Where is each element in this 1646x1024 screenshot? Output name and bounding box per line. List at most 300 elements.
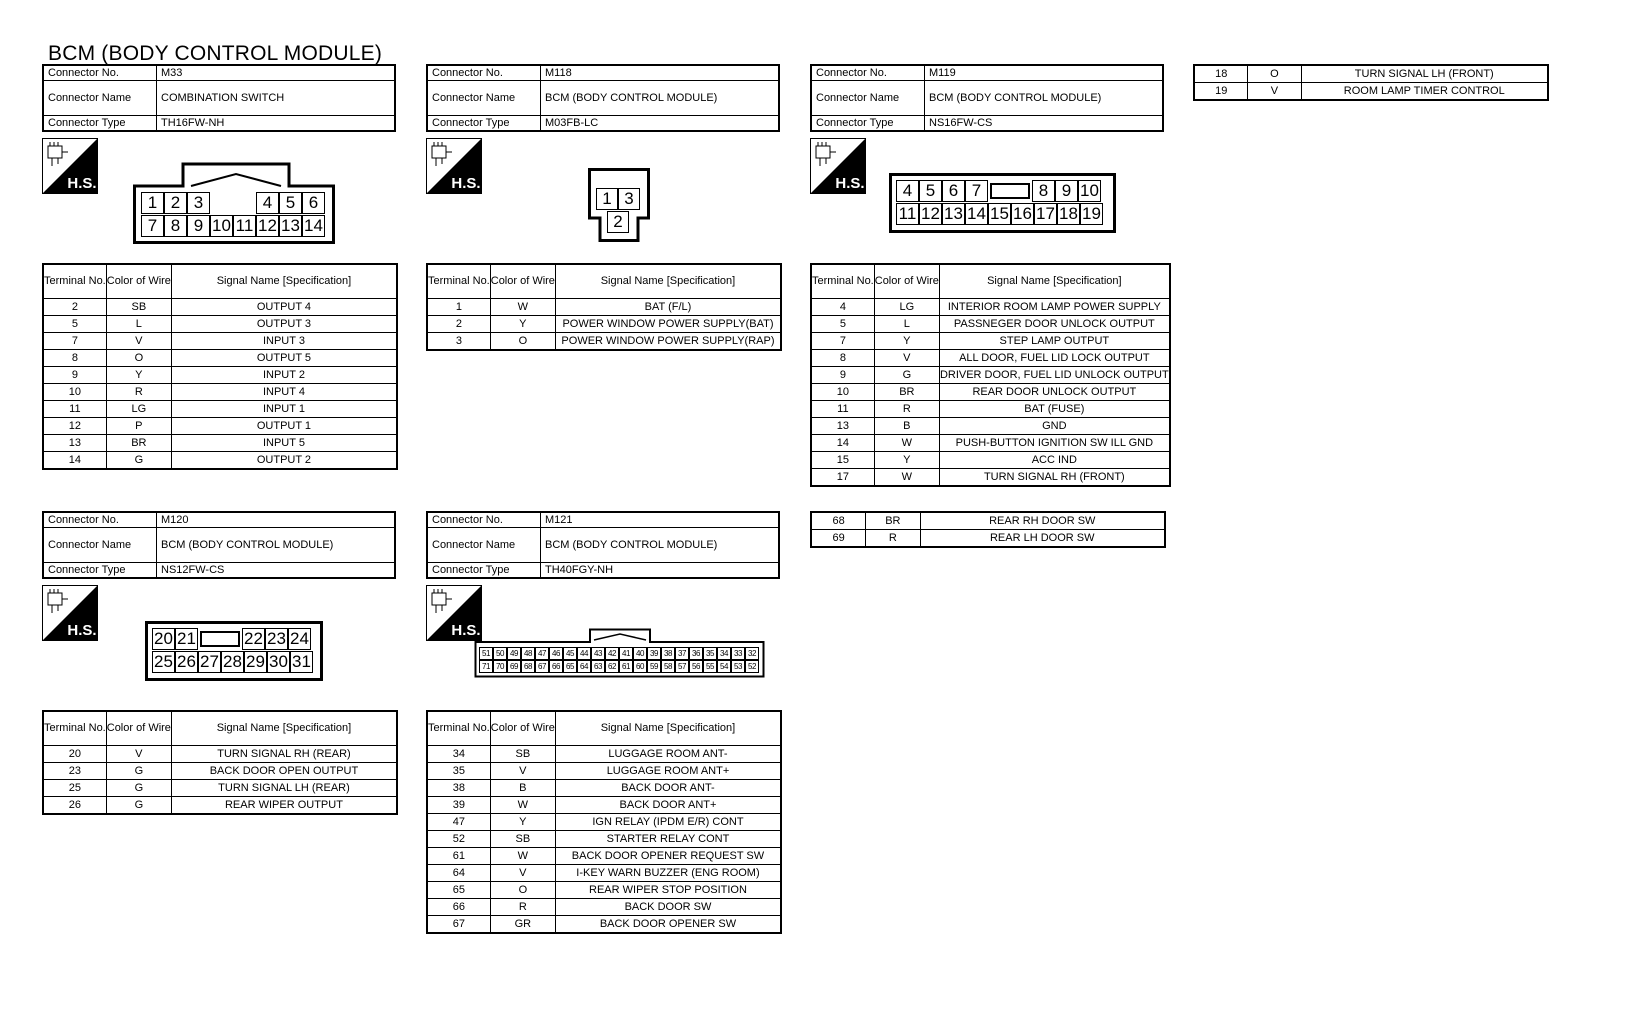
connector-name-value: BCM (BODY CONTROL MODULE) [541,528,780,563]
connector-pin: 35 [703,647,717,660]
connector-type-label: Connector Type [427,116,541,132]
connector-pin: 4 [256,192,279,214]
wire-color-cell: V [874,350,939,367]
connector-pin: 52 [745,660,759,673]
connector-pin: 39 [647,647,661,660]
table-row [427,865,781,882]
connector-no-label: Connector No. [427,512,541,528]
table-row [811,367,1170,384]
connector-pin: 3 [618,188,640,210]
signal-name-cell: REAR WIPER STOP POSITION [555,882,781,899]
connector-info-m33 [42,64,396,132]
terminal-table-m121-continued [810,511,1166,548]
connector-diagram-m33 [133,162,335,244]
connector-info-m118 [426,64,780,132]
wire-color-cell: BR [106,435,171,452]
terminal-no-cell: 13 [811,418,874,435]
table-row [811,512,1165,530]
wire-color-cell: O [106,350,171,367]
signal-name-cell: REAR LH DOOR SW [920,530,1165,548]
connector-no-value: M119 [925,65,1164,81]
connector-no-label: Connector No. [427,65,541,81]
table-row [811,401,1170,418]
connector-pin: 2 [164,192,187,214]
terminal-no-cell: 3 [427,333,490,351]
terminal-table-m33 [42,263,398,470]
connector-type-value: TH40FGY-NH [541,563,780,579]
terminal-no-cell: 66 [427,899,490,916]
table-row [43,435,397,452]
terminal-no-cell: 1 [427,299,490,316]
connector-pin: 66 [549,660,563,673]
terminal-no-cell: 61 [427,848,490,865]
connector-pin: 13 [279,215,302,237]
connector-pin: 55 [703,660,717,673]
wire-color-cell: B [874,418,939,435]
signal-name-cell: INPUT 2 [171,367,397,384]
wire-color-cell: B [490,780,555,797]
connector-pin: 50 [493,647,507,660]
wire-color-cell: GR [490,916,555,934]
table-row [427,916,781,934]
connector-type-label: Connector Type [43,563,157,579]
terminal-no-cell: 8 [43,350,106,367]
signal-name-header: Signal Name [Specification] [171,711,397,746]
wire-color-cell: BR [874,384,939,401]
terminal-no-cell: 5 [811,316,874,333]
connector-pin: 70 [493,660,507,673]
color-of-wire-header: Color of Wire [874,264,939,299]
wire-color-cell: G [106,780,171,797]
signal-name-cell: DRIVER DOOR, FUEL LID UNLOCK OUTPUT [939,367,1169,384]
signal-name-header: Signal Name [Specification] [171,264,397,299]
terminal-no-header: Terminal No. [427,264,490,299]
signal-name-cell: PUSH-BUTTON IGNITION SW ILL GND [939,435,1169,452]
connector-pin: 10 [210,215,233,237]
signal-name-cell: OUTPUT 5 [171,350,397,367]
terminal-no-cell: 67 [427,916,490,934]
wire-color-cell: W [490,797,555,814]
wire-color-cell: L [874,316,939,333]
connector-no-value: M33 [157,65,396,81]
table-row [43,384,397,401]
wire-color-cell: P [106,418,171,435]
signal-name-cell: BACK DOOR ANT- [555,780,781,797]
connector-type-value: NS12FW-CS [157,563,396,579]
signal-name-cell: ROOM LAMP TIMER CONTROL [1301,83,1548,101]
connector-pin: 21 [175,628,198,650]
connector-pin: 5 [919,180,942,202]
connector-pin: 32 [745,647,759,660]
terminal-no-header: Terminal No. [43,264,106,299]
connector-type-label: Connector Type [427,563,541,579]
connector-pin: 41 [619,647,633,660]
wire-color-cell: LG [106,401,171,418]
table-row [43,367,397,384]
terminal-table-m121 [426,710,782,934]
connector-name-label: Connector Name [427,81,541,116]
signal-name-cell: REAR RH DOOR SW [920,512,1165,530]
signal-name-cell: BACK DOOR OPEN OUTPUT [171,763,397,780]
color-of-wire-header: Color of Wire [106,264,171,299]
table-row [43,763,397,780]
wire-color-cell: O [1248,65,1301,83]
wire-color-cell: V [106,746,171,763]
table-row [811,299,1170,316]
table-row [43,333,397,350]
wire-color-cell: V [106,333,171,350]
wire-color-cell: Y [874,333,939,350]
table-row [427,899,781,916]
signal-name-cell: PASSNEGER DOOR UNLOCK OUTPUT [939,316,1169,333]
connector-pin: 46 [549,647,563,660]
terminal-no-cell: 25 [43,780,106,797]
connector-key-slot [198,628,242,650]
harness-side-icon [42,138,98,194]
table-row [427,316,781,333]
connector-pin: 13 [942,203,965,225]
wire-color-cell: G [874,367,939,384]
signal-name-cell: INPUT 4 [171,384,397,401]
wire-color-cell: BR [866,512,920,530]
terminal-no-cell: 64 [427,865,490,882]
connector-pin: 28 [221,651,244,673]
connector-pin: 51 [479,647,493,660]
connector-name-label: Connector Name [427,528,541,563]
connector-pin: 6 [302,192,325,214]
connector-no-label: Connector No. [43,65,157,81]
terminal-no-cell: 10 [811,384,874,401]
connector-pin: 15 [988,203,1011,225]
terminal-no-cell: 9 [811,367,874,384]
connector-name-value: BCM (BODY CONTROL MODULE) [925,81,1164,116]
connector-pin: 64 [577,660,591,673]
connector-pin: 22 [242,628,265,650]
terminal-no-header: Terminal No. [811,264,874,299]
connector-pin: 18 [1057,203,1080,225]
wire-color-cell: G [106,763,171,780]
signal-name-cell: OUTPUT 4 [171,299,397,316]
signal-name-cell: INPUT 1 [171,401,397,418]
signal-name-cell: REAR WIPER OUTPUT [171,797,397,815]
connector-pin: 3 [187,192,210,214]
connector-name-value: BCM (BODY CONTROL MODULE) [157,528,396,563]
wire-color-cell: W [490,848,555,865]
connector-pin: 8 [1032,180,1055,202]
connector-pin: 61 [619,660,633,673]
table-row [43,401,397,418]
terminal-no-cell: 39 [427,797,490,814]
table-row [43,418,397,435]
signal-name-cell: BAT (F/L) [555,299,781,316]
wire-color-cell: V [1248,83,1301,101]
connector-info-m120 [42,511,396,579]
connector-pin: 12 [919,203,942,225]
connector-pin: 10 [1078,180,1101,202]
connector-key-slot [988,180,1032,202]
table-row [427,333,781,351]
signal-name-cell: LUGGAGE ROOM ANT+ [555,763,781,780]
table-row [43,350,397,367]
connector-pin: 9 [1055,180,1078,202]
terminal-no-cell: 11 [811,401,874,418]
connector-no-label: Connector No. [811,65,925,81]
connector-pin: 4 [896,180,919,202]
connector-pin: 7 [965,180,988,202]
connector-pin: 56 [689,660,703,673]
connector-type-label: Connector Type [811,116,925,132]
connector-diagram-m121 [474,628,765,678]
connector-pin: 20 [152,628,175,650]
signal-name-cell: BACK DOOR OPENER SW [555,916,781,934]
connector-pin: 54 [717,660,731,673]
terminal-table-m120 [42,710,398,815]
terminal-no-header: Terminal No. [43,711,106,746]
wire-color-cell: G [106,452,171,470]
terminal-no-cell: 34 [427,746,490,763]
connector-pin: 19 [1080,203,1103,225]
table-row [427,299,781,316]
connector-name-label: Connector Name [43,528,157,563]
table-row [1194,65,1548,83]
terminal-no-cell: 14 [811,435,874,452]
signal-name-cell: LUGGAGE ROOM ANT- [555,746,781,763]
wire-color-cell: R [490,899,555,916]
wire-color-cell: O [490,333,555,351]
terminal-no-cell: 15 [811,452,874,469]
connector-no-label: Connector No. [43,512,157,528]
connector-pin: 14 [302,215,325,237]
connector-pin: 7 [141,215,164,237]
connector-pin: 17 [1034,203,1057,225]
connector-pin: 27 [198,651,221,673]
signal-name-cell: OUTPUT 2 [171,452,397,470]
terminal-no-cell: 13 [43,435,106,452]
terminal-no-cell: 19 [1194,83,1248,101]
connector-pin: 24 [288,628,311,650]
terminal-no-cell: 17 [811,469,874,487]
page-title: BCM (BODY CONTROL MODULE) [48,42,383,65]
connector-pin: 68 [521,660,535,673]
connector-info-m119 [810,64,1164,132]
connector-pin: 14 [965,203,988,225]
signal-name-cell: TURN SIGNAL RH (REAR) [171,746,397,763]
signal-name-cell: I-KEY WARN BUZZER (ENG ROOM) [555,865,781,882]
terminal-table-m119-continued [1193,64,1549,101]
connector-pin: 57 [675,660,689,673]
connector-pin: 45 [563,647,577,660]
signal-name-cell: STARTER RELAY CONT [555,831,781,848]
terminal-no-cell: 7 [43,333,106,350]
connector-diagram-m120 [145,621,323,681]
terminal-no-cell: 26 [43,797,106,815]
connector-name-label: Connector Name [811,81,925,116]
connector-name-label: Connector Name [43,81,157,116]
connector-pin: 36 [689,647,703,660]
signal-name-cell: INTERIOR ROOM LAMP POWER SUPPLY [939,299,1169,316]
connector-pin: 48 [521,647,535,660]
color-of-wire-header: Color of Wire [490,711,555,746]
connector-pin: 16 [1011,203,1034,225]
connector-pin: 23 [265,628,288,650]
terminal-no-cell: 4 [811,299,874,316]
wire-color-cell: O [490,882,555,899]
wire-color-cell: Y [874,452,939,469]
wire-color-cell: Y [106,367,171,384]
terminal-no-cell: 68 [811,512,866,530]
connector-type-value: NS16FW-CS [925,116,1164,132]
terminal-table-m119 [810,263,1171,487]
connector-pin: 38 [661,647,675,660]
signal-name-cell: INPUT 5 [171,435,397,452]
connector-pin: 11 [233,215,256,237]
svg-text:H.S.: H.S. [835,175,865,192]
wire-color-cell: SB [490,831,555,848]
signal-name-cell: REAR DOOR UNLOCK OUTPUT [939,384,1169,401]
harness-side-icon [426,138,482,194]
terminal-no-cell: 12 [43,418,106,435]
terminal-no-cell: 11 [43,401,106,418]
color-of-wire-header: Color of Wire [490,264,555,299]
wire-color-cell: W [490,299,555,316]
signal-name-cell: STEP LAMP OUTPUT [939,333,1169,350]
terminal-no-cell: 8 [811,350,874,367]
wire-color-cell: R [866,530,920,548]
wire-color-cell: Y [490,316,555,333]
connector-pin: 31 [290,651,313,673]
signal-name-cell: ACC IND [939,452,1169,469]
connector-diagram-m119 [889,173,1116,233]
signal-name-cell: OUTPUT 1 [171,418,397,435]
table-row [427,882,781,899]
table-row [811,384,1170,401]
signal-name-cell: ALL DOOR, FUEL LID LOCK OUTPUT [939,350,1169,367]
color-of-wire-header: Color of Wire [106,711,171,746]
table-row [427,763,781,780]
connector-pin: 1 [596,188,618,210]
signal-name-header: Signal Name [Specification] [555,264,781,299]
terminal-no-cell: 14 [43,452,106,470]
wire-color-cell: L [106,316,171,333]
table-row [811,530,1165,548]
table-row [1194,83,1548,101]
terminal-no-cell: 7 [811,333,874,350]
signal-name-header: Signal Name [Specification] [555,711,781,746]
terminal-table-m118 [426,263,782,351]
table-row [43,316,397,333]
terminal-no-cell: 65 [427,882,490,899]
connector-pin: 69 [507,660,521,673]
terminal-no-cell: 18 [1194,65,1248,83]
signal-name-header: Signal Name [Specification] [939,264,1169,299]
terminal-no-cell: 9 [43,367,106,384]
connector-pin: 2 [607,211,629,233]
terminal-no-cell: 10 [43,384,106,401]
connector-pin: 42 [605,647,619,660]
svg-text:H.S.: H.S. [67,175,97,192]
wire-color-cell: R [106,384,171,401]
wire-color-cell: W [874,435,939,452]
connector-no-value: M120 [157,512,396,528]
terminal-no-cell: 69 [811,530,866,548]
terminal-no-cell: 35 [427,763,490,780]
terminal-no-cell: 5 [43,316,106,333]
connector-pin: 37 [675,647,689,660]
signal-name-cell: OUTPUT 3 [171,316,397,333]
connector-pin: 40 [633,647,647,660]
signal-name-cell: GND [939,418,1169,435]
connector-pin: 62 [605,660,619,673]
connector-pin: 9 [187,215,210,237]
signal-name-cell: BACK DOOR ANT+ [555,797,781,814]
table-row [427,831,781,848]
table-row [43,452,397,470]
connector-name-value: COMBINATION SWITCH [157,81,396,116]
connector-type-label: Connector Type [43,116,157,132]
wire-color-cell: W [874,469,939,487]
table-row [43,797,397,815]
connector-info-m121 [426,511,780,579]
signal-name-cell: BACK DOOR OPENER REQUEST SW [555,848,781,865]
table-row [427,848,781,865]
terminal-no-cell: 23 [43,763,106,780]
wire-color-cell: SB [106,299,171,316]
terminal-no-cell: 47 [427,814,490,831]
connector-pin: 11 [896,203,919,225]
connector-type-value: TH16FW-NH [157,116,396,132]
signal-name-cell: INPUT 3 [171,333,397,350]
connector-pin: 1 [141,192,164,214]
wire-color-cell: Y [490,814,555,831]
connector-pin: 58 [661,660,675,673]
connector-pin: 34 [717,647,731,660]
table-row [427,780,781,797]
connector-pin: 47 [535,647,549,660]
svg-text:H.S.: H.S. [67,622,97,639]
connector-pin: 33 [731,647,745,660]
terminal-no-header: Terminal No. [427,711,490,746]
connector-pin: 29 [244,651,267,673]
connector-empty-cavity [210,192,256,214]
table-row [43,299,397,316]
svg-text:H.S.: H.S. [451,622,481,639]
terminal-no-cell: 2 [43,299,106,316]
signal-name-cell: BACK DOOR SW [555,899,781,916]
harness-side-icon [810,138,866,194]
connector-pin: 60 [633,660,647,673]
connector-name-value: BCM (BODY CONTROL MODULE) [541,81,780,116]
table-row [811,350,1170,367]
connector-no-value: M121 [541,512,780,528]
connector-pin: 67 [535,660,549,673]
table-row [811,333,1170,350]
table-row [427,797,781,814]
connector-pin: 59 [647,660,661,673]
wire-color-cell: V [490,865,555,882]
signal-name-cell: POWER WINDOW POWER SUPPLY(BAT) [555,316,781,333]
signal-name-cell: TURN SIGNAL LH (FRONT) [1301,65,1548,83]
connector-pin: 53 [731,660,745,673]
signal-name-cell: BAT (FUSE) [939,401,1169,418]
wire-color-cell: V [490,763,555,780]
connector-pin: 49 [507,647,521,660]
table-row [811,418,1170,435]
wire-color-cell: SB [490,746,555,763]
connector-type-value: M03FB-LC [541,116,780,132]
table-row [811,316,1170,333]
connector-pin: 71 [479,660,493,673]
terminal-no-cell: 2 [427,316,490,333]
